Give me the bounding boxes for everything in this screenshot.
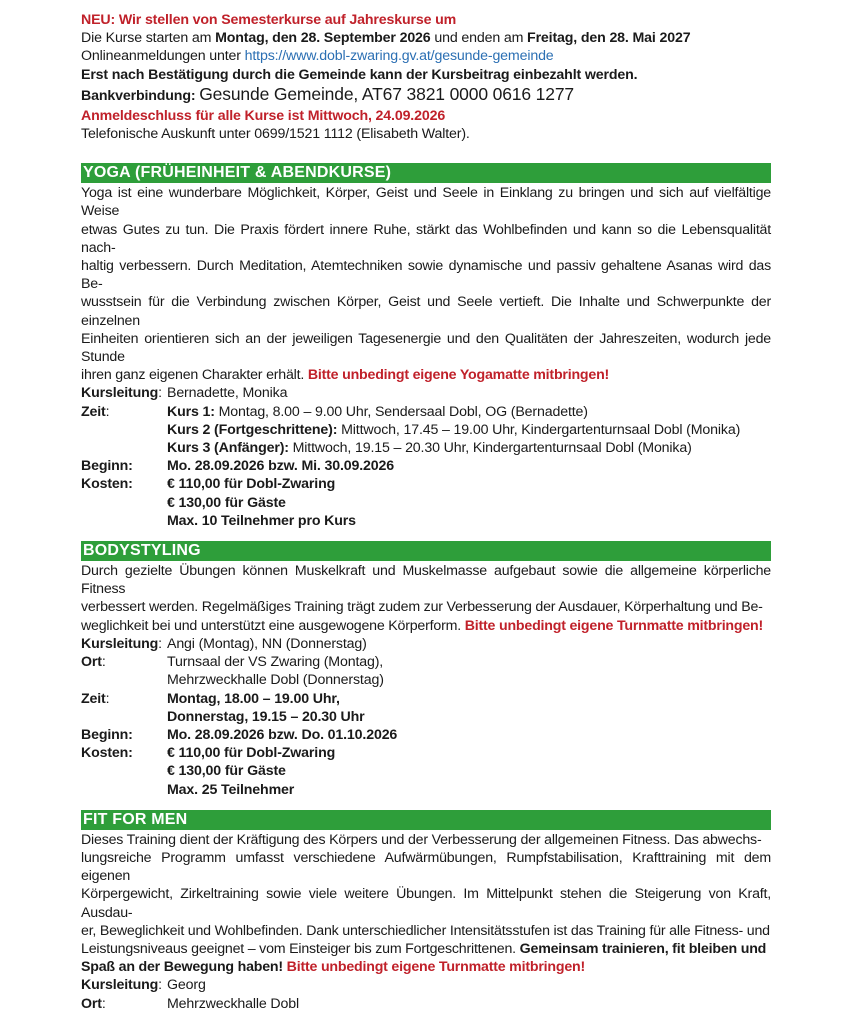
yoga-kursleitung-row — [81, 384, 771, 402]
bodystyling-price-guest: € 130,00 für Gäste — [167, 763, 286, 780]
bodystyling-desc-line: verbessert werden. Regelmäßiges Training trägt zudem zur Verbesserung der Ausdauer, Körperhaltung und Be- — [81, 599, 763, 616]
fitformen-desc-6-bold: Spaß an der Bewegung haben! — [81, 959, 287, 976]
fitformen-section — [81, 810, 771, 1013]
online-line — [81, 47, 771, 65]
bodystyling-zeit-values — [167, 690, 771, 726]
bodystyling-max-participants: Max. 25 Teilnehmer — [167, 781, 295, 798]
yoga-desc-line: Yoga ist eine wunderbare Möglichkeit, Körper, Geist und Seele in Einklang zu bringen und sich auf vielfältige Weise — [81, 185, 771, 220]
fitformen-desc-line-6 — [81, 958, 771, 976]
bodystyling-section — [81, 541, 771, 799]
fitformen-ort-label: Ort — [81, 995, 102, 1012]
yoga-max-participants: Max. 10 Teilnehmer pro Kurs — [167, 512, 356, 529]
fitformen-ort-label-wrap: Ort: — [81, 995, 106, 1012]
yoga-kurs3-value: Mittwoch, 19.15 – 20.30 Uhr, Kindergartenturnsaal Dobl (Monika) — [288, 440, 692, 457]
bodystyling-kosten-values — [167, 744, 771, 799]
bodystyling-kursleitung-value: Angi (Montag), NN (Donnerstag) — [167, 635, 367, 652]
yoga-kurs1 — [167, 403, 771, 421]
bodystyling-description — [81, 562, 771, 635]
deadline-line: Anmeldeschluss für alle Kurse ist Mittwoch, 24.09.2026 — [81, 107, 446, 124]
dates-start: Montag, den 28. September 2026 — [215, 30, 431, 47]
fitformen-kursleitung-label-wrap: Kursleitung: — [81, 977, 162, 994]
fitformen-kursleitung-value: Georg — [167, 977, 206, 994]
news-line: NEU: Wir stellen von Semesterkurse auf Jahreskurse um — [81, 12, 457, 28]
yoga-beginn-label: Beginn: — [81, 458, 133, 475]
fitformen-desc-line: er, Beweglichkeit und Wohlbefinden. Dank unterschiedlicher Intensitätsstufen ist das Training für alle Fitness- und — [81, 922, 770, 939]
bodystyling-desc-last-text: weglichkeit bei und unterstützt eine ausgewogene Körperform. — [81, 617, 465, 634]
fitformen-desc-5-text: Leistungsniveaus geeignet – vom Einsteiger bis zum Fortgeschrittenen. — [81, 940, 520, 957]
bank-label: Bankverbindung: — [81, 87, 200, 104]
dates-line — [81, 29, 771, 47]
yoga-section-title: YOGA (FRÜHEINHEIT & ABENDKURSE) — [81, 163, 771, 183]
yoga-beginn-value: Mo. 28.09.2026 bzw. Mi. 30.09.2026 — [167, 458, 395, 475]
yoga-zeit-label-wrap: Zeit: — [81, 403, 110, 420]
yoga-price-local: € 110,00 für Dobl-Zwaring — [167, 476, 336, 493]
yoga-desc-last-text: ihren ganz eigenen Charakter erhält. — [81, 367, 308, 384]
bodystyling-ort-2: Mehrzweckhalle Dobl (Donnerstag) — [167, 672, 384, 689]
yoga-kurs1-value: Montag, 8.00 – 9.00 Uhr, Sendersaal Dobl, OG (Bernadette) — [214, 403, 588, 420]
fitformen-ort-value: Mehrzweckhalle Dobl — [167, 995, 299, 1012]
bodystyling-kosten-label: Kosten: — [81, 745, 133, 762]
payment-note: Erst nach Bestätigung durch die Gemeinde kann der Kursbeitrag einbezahlt werden. — [81, 66, 638, 83]
yoga-kurs2-value: Mittwoch, 17.45 – 19.00 Uhr, Kindergartenturnsaal Dobl (Monika) — [337, 421, 741, 438]
bodystyling-kursleitung-label: Kursleitung — [81, 635, 159, 652]
yoga-kursleitung-label: Kursleitung — [81, 385, 159, 402]
registration-link[interactable]: https://www.dobl-zwaring.gv.at/gesunde-gemeinde — [244, 48, 554, 65]
bodystyling-desc-line: Durch gezielte Übungen können Muskelkraft und Muskelmasse aufgebaut sowie die allgemeine körperliche Fitness — [81, 563, 771, 598]
bodystyling-ort-row — [81, 653, 771, 689]
dates-end: Freitag, den 28. Mai 2027 — [527, 30, 691, 47]
yoga-kurs2-label: Kurs 2 (Fortgeschrittene): — [167, 421, 338, 438]
bodystyling-ort-1: Turnsaal der VS Zwaring (Montag), — [167, 654, 384, 671]
bodystyling-kosten-row — [81, 744, 771, 799]
fitformen-kursleitung-label: Kursleitung — [81, 977, 159, 994]
yoga-zeit-label: Zeit — [81, 403, 106, 420]
bodystyling-section-title: BODYSTYLING — [81, 541, 771, 561]
yoga-desc-line: haltig verbessern. Durch Meditation, Atemtechniken sowie dynamische und passiv gehaltene Asanas wird das Be- — [81, 258, 771, 293]
yoga-desc-line: wusstsein für die Verbindung zwischen Körper, Geist und Seele vertieft. Die Inhalte und Schwerpunkte der einzelnen — [81, 294, 771, 329]
header-info — [81, 0, 771, 143]
yoga-kurs3 — [167, 439, 771, 457]
yoga-desc-line: etwas Gutes zu tun. Die Praxis fördert innere Ruhe, stärkt das Wohlbefinden und kann so die Lebensqualität nach- — [81, 221, 771, 256]
yoga-section — [81, 163, 771, 530]
fitformen-desc-line: Körpergewicht, Zirkeltraining sowie viele weitere Übungen. Im Mittelpunkt stehen die Steigerung von Kraft, Ausdau- — [81, 886, 771, 921]
yoga-kosten-values — [167, 475, 771, 530]
fitformen-description — [81, 831, 771, 977]
yoga-mat-note: Bitte unbedingt eigene Yogamatte mitbringen! — [307, 367, 610, 384]
yoga-desc-line: Einheiten orientieren sich an der jeweiligen Tagesenergie und den Qualitäten der Jahreszeiten, wodurch jede Stunde — [81, 330, 771, 366]
yoga-kosten-label: Kosten: — [81, 476, 133, 493]
yoga-beginn-row — [81, 457, 771, 475]
yoga-kosten-row — [81, 475, 771, 530]
bodystyling-mat-note: Bitte unbedingt eigene Turnmatte mitbringen! — [464, 617, 764, 634]
yoga-kursleitung-label-wrap: Kursleitung: — [81, 385, 162, 402]
bodystyling-zeit-2: Donnerstag, 19.15 – 20.30 Uhr — [167, 708, 365, 725]
bodystyling-kursleitung-row — [81, 635, 771, 653]
bodystyling-zeit-label: Zeit — [81, 690, 106, 707]
bank-value: Gesunde Gemeinde, AT67 3821 0000 0616 1277 — [199, 83, 574, 104]
fitformen-desc-line-5 — [81, 940, 771, 958]
yoga-kurs1-label: Kurs 1: — [167, 403, 215, 420]
fitformen-kursleitung-row — [81, 976, 771, 994]
bank-line — [81, 84, 771, 107]
bodystyling-zeit-1: Montag, 18.00 – 19.00 Uhr, — [167, 690, 340, 707]
yoga-kurs3-label: Kurs 3 (Anfänger): — [167, 440, 289, 457]
yoga-zeit-row — [81, 403, 771, 458]
course-flyer — [81, 0, 771, 1013]
yoga-description — [81, 184, 771, 384]
bodystyling-desc-line-last — [81, 617, 771, 635]
bodystyling-zeit-label-wrap: Zeit: — [81, 690, 110, 707]
yoga-zeit-values — [167, 403, 771, 458]
bodystyling-beginn-value: Mo. 28.09.2026 bzw. Do. 01.10.2026 — [167, 726, 398, 743]
bodystyling-kursleitung-label-wrap: Kursleitung: — [81, 635, 162, 652]
yoga-desc-line-last — [81, 366, 771, 384]
bodystyling-ort-label-wrap: Ort: — [81, 654, 106, 671]
yoga-kurs2 — [167, 421, 771, 439]
yoga-kursleitung-value: Bernadette, Monika — [167, 385, 288, 402]
bodystyling-beginn-label: Beginn: — [81, 726, 133, 743]
dates-prefix: Die Kurse starten am — [81, 30, 216, 47]
fitformen-desc-line: Dieses Training dient der Kräftigung des Körpers und der Verbesserung der allgemeinen Fitness. Das abwechs- — [81, 831, 762, 848]
fitformen-desc-line: lungsreiche Programm umfasst verschiedene Aufwärmübungen, Rumpfstabilisation, Krafttraining mit dem eigenen — [81, 849, 771, 885]
phone-line: Telefonische Auskunft unter 0699/1521 1112 (Elisabeth Walter). — [81, 126, 470, 143]
bodystyling-ort-values — [167, 653, 771, 689]
bodystyling-ort-label: Ort — [81, 654, 102, 671]
bodystyling-zeit-row — [81, 690, 771, 726]
bodystyling-beginn-row — [81, 726, 771, 744]
bodystyling-price-local: € 110,00 für Dobl-Zwaring — [167, 745, 336, 762]
yoga-price-guest: € 130,00 für Gäste — [167, 494, 286, 511]
fitformen-mat-note: Bitte unbedingt eigene Turnmatte mitbringen! — [286, 959, 586, 976]
online-prefix: Onlineanmeldungen unter — [81, 48, 245, 65]
dates-mid: und enden am — [430, 30, 528, 47]
fitformen-desc-5-bold: Gemeinsam trainieren, fit bleiben und — [519, 940, 767, 957]
fitformen-section-title: FIT FOR MEN — [81, 810, 771, 830]
fitformen-ort-row — [81, 995, 771, 1013]
